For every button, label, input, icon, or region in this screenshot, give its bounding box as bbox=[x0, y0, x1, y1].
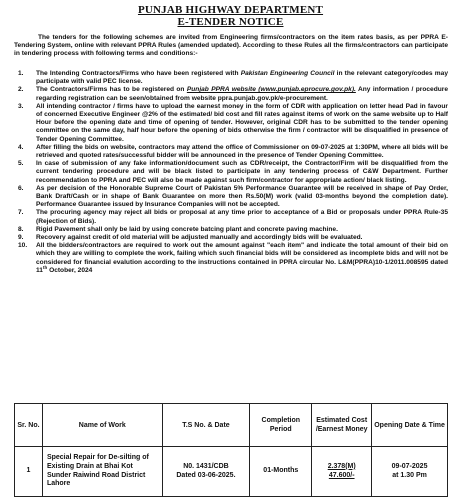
col-header-sr: Sr. No. bbox=[15, 404, 43, 447]
term-text: The Contractors/Firms has to be registered on bbox=[36, 86, 187, 94]
term-number: 7. bbox=[18, 209, 24, 217]
term-number: 5. bbox=[18, 160, 24, 168]
notice-header bbox=[0, 4, 461, 28]
term-item bbox=[14, 70, 448, 86]
term-item bbox=[14, 185, 448, 210]
term-number: 3. bbox=[18, 102, 24, 110]
term-number: 10. bbox=[18, 242, 28, 250]
term-emphasis: Pakistan Engineering Council bbox=[240, 70, 335, 77]
term-text: in the relevant category/codes may participate with valid PEC license. bbox=[36, 70, 448, 86]
cell-cost bbox=[312, 447, 372, 497]
table-header-row bbox=[15, 404, 448, 447]
term-number: 6. bbox=[18, 184, 24, 192]
term-number: 2. bbox=[18, 86, 24, 94]
term-text: All intending contractor / firms have to upload the earnest money in the form of CDR with application on letter head Pad in favour of concerned Executive Engineer @2% of the estimated/ bid cost and fill rates against items of work on the same website up to Half Hour before the opening date and time of opening of tender. However, original CDR has to be submitted to the tender opening committee on the same day, half hour before the opening of bids otherwise the firm / contractor will be disqualified in presence of Tender Opening Committee. bbox=[36, 102, 448, 143]
term-text: October, 2024 bbox=[47, 266, 93, 274]
estimated-cost: 2.378(M) bbox=[327, 462, 356, 470]
col-header-name: Name of Work bbox=[42, 404, 162, 447]
term-text: All the bidders/contractors are required to work out the amount against "each item" and indicate the total amount of their bid on which they are willing to complete the work, failing which such financial bids will be considered as incomplete bids and will not be considered for financial evalution according to the instructions contained in PPRA circular No. L&M(PPRA)10-1/2011.008595 dated 11 bbox=[36, 242, 448, 274]
intro-paragraph: The tenders for the following schemes are invited from Engineering firms/contractors on the item rates basis, as per PPRA E-Tendering System, online with relevant PPRA Rules (amended updated). According to these Rules all the firms/contractors can participate in tendering process with following terms and conditions:- bbox=[14, 34, 448, 58]
term-number: 4. bbox=[18, 143, 24, 151]
col-header-cost: Estimated Cost /Earnest Money bbox=[312, 404, 372, 447]
term-item bbox=[14, 209, 448, 225]
department-title: PUNJAB HIGHWAY DEPARTMENT bbox=[137, 4, 324, 16]
ts-date: Dated 03-06-2025. bbox=[176, 471, 236, 479]
term-number: 1. bbox=[18, 70, 24, 77]
term-text: The Intending Contractors/Firms who have been registered with bbox=[36, 70, 241, 77]
table-row bbox=[15, 447, 448, 497]
term-item bbox=[14, 242, 448, 275]
term-text: Recovery against credit of old material will be adjusted manually and accordingly bids will be evaluated. bbox=[36, 234, 363, 242]
ts-number: N0. 1431/CDB bbox=[183, 462, 229, 470]
term-text: Rigid Pavement shall only be laid by using concrete batcing plant and concrete paving machine. bbox=[36, 225, 338, 233]
cell-name-of-work: Special Repair for De-silting of Existing Drain at Bhai Kot Sunder Raiwind Road District Lahore bbox=[42, 447, 162, 497]
cell-opening bbox=[372, 447, 448, 497]
term-text: As per decision of the Honorable Supreme Court of Pakistan 5% Performance Guarantee will be received in shape of Pay Order, Bank Draft/Cash or in shape of Bank Guarantee on more then Rs.50(M) work (valid 03-months beyond the completion date). Performance Guarantee issued by Insurance Companies will not be accepted. bbox=[36, 184, 448, 209]
term-item bbox=[14, 226, 448, 234]
ppra-website-link[interactable]: Punjab PPRA website (www.punjab.eprocure.gov.pk). bbox=[186, 86, 356, 94]
term-number: 9. bbox=[18, 234, 24, 242]
cell-sr: 1 bbox=[15, 447, 43, 497]
term-number: 8. bbox=[18, 225, 24, 233]
terms-list bbox=[14, 70, 448, 275]
term-text: Any information / procedure regarding registration can be seen/obtained from website ppra.punjab.gov.pk/e-procurement. bbox=[36, 86, 448, 102]
term-item bbox=[14, 234, 448, 242]
cell-completion: 01-Months bbox=[250, 447, 312, 497]
term-item bbox=[14, 144, 448, 160]
works-table bbox=[14, 403, 448, 497]
col-header-completion: Completion Period bbox=[250, 404, 312, 447]
cell-ts bbox=[162, 447, 250, 497]
term-item bbox=[14, 86, 448, 102]
ordinal-suffix: th bbox=[42, 264, 48, 270]
term-text: After filling the bids on website, contractors may attend the office of Commissioner on 09-07-2025 at 1:30PM, where all bids will be retrieved and quoted rates/successful bidder will be announced in the presence of Tender Opening Committee. bbox=[36, 143, 448, 160]
term-item bbox=[14, 103, 448, 144]
opening-time: at 1.30 Pm bbox=[392, 471, 427, 479]
col-header-opening: Opening Date & Time bbox=[372, 404, 448, 447]
term-text: In case of submission of any fake information/document such as CDR/receipt, the Contractor/Firm will be disqualified from the current tendering procedure and will be black listed to participate in any tendering process of C&W Department. Further recommendation to PPRA and PEC will also be made against such firm/contractor for appropriate action/ black listing. bbox=[36, 160, 448, 184]
term-item bbox=[14, 160, 448, 185]
term-text: The procuring agency may reject all bids or proposal at any time prior to acceptance of a Bid or proposals under PPRA Rule-35 (Rejection of Bids). bbox=[36, 209, 448, 225]
col-header-ts: T.S No. & Date bbox=[162, 404, 250, 447]
notice-title: E-TENDER NOTICE bbox=[177, 16, 284, 28]
opening-date: 09-07-2025 bbox=[391, 462, 428, 470]
earnest-money: 47.600/- bbox=[328, 471, 355, 479]
